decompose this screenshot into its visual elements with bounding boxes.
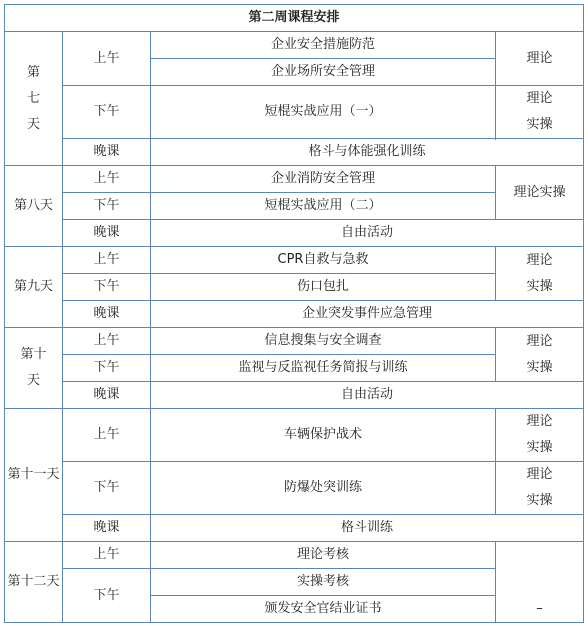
day-10-pm-label: 下午 — [63, 355, 151, 382]
day-7-pm-course: 短棍实战应用（一） — [151, 86, 496, 139]
day-9-pm-course: 伤口包扎 — [151, 274, 496, 301]
day-11-pm-type-practice: 实操 — [526, 493, 553, 508]
day-7-cell — [5, 32, 63, 166]
day-7-am-type: 理论 — [496, 32, 584, 86]
day-10-am-label: 上午 — [63, 328, 151, 355]
day-12-cell: 第十二天 — [5, 542, 63, 623]
day-7-line-1: 第 — [26, 64, 40, 80]
day-9-am-label: 上午 — [63, 247, 151, 274]
day-12-pm-label: 下午 — [63, 569, 151, 623]
day-8-am-label: 上午 — [63, 166, 151, 193]
schedule-table — [4, 4, 584, 623]
day-7-pm-type-theory: 理论 — [526, 91, 553, 106]
day-9-eve-label: 晚课 — [63, 301, 151, 328]
day-9-type-theory: 理论 — [526, 252, 553, 268]
day-7-am-course-2: 企业场所安全管理 — [151, 59, 496, 86]
day-7-am-label: 上午 — [63, 32, 151, 86]
day-12-am-course: 理论考核 — [151, 542, 496, 569]
day-8-pm-label: 下午 — [63, 193, 151, 220]
day-12-am-label: 上午 — [63, 542, 151, 569]
day-10-eve-label: 晚课 — [63, 382, 151, 409]
day-8-type: 理论实操 — [496, 166, 584, 220]
day-10-pm-course: 监视与反监视任务简报与训练 — [151, 355, 496, 382]
day-7-line-2: 七 — [26, 90, 40, 106]
table-title: 第二周课程安排 — [5, 5, 584, 32]
day-7-pm-type-practice: 实操 — [526, 117, 553, 132]
day-8-pm-course: 短棍实战应用（二） — [151, 193, 496, 220]
day-7-pm-type — [496, 86, 584, 139]
day-11-am-label: 上午 — [63, 409, 151, 462]
day-12-type: – — [496, 542, 584, 623]
day-11-cell: 第十一天 — [5, 409, 63, 542]
day-7-line-3: 天 — [26, 116, 40, 132]
day-7-am-course-1: 企业安全措施防范 — [151, 32, 496, 59]
day-9-pm-label: 下午 — [63, 274, 151, 301]
day-11-am-type-theory: 理论 — [526, 414, 553, 429]
day-9-eve-course: 企业突发事件应急管理 — [151, 301, 584, 328]
day-11-pm-type — [496, 462, 584, 515]
day-10-line-2: 天 — [26, 373, 40, 388]
day-10-type-theory: 理论 — [526, 333, 553, 349]
day-10-type — [496, 328, 584, 382]
day-9-cell: 第九天 — [5, 247, 63, 328]
day-10-type-practice: 实操 — [526, 359, 553, 375]
day-11-eve-label: 晚课 — [63, 515, 151, 542]
day-8-eve-course: 自由活动 — [151, 220, 584, 247]
day-11-pm-course: 防爆处突训练 — [151, 462, 496, 515]
day-9-type-practice: 实操 — [526, 278, 553, 294]
day-11-am-course: 车辆保护战术 — [151, 409, 496, 462]
day-12-pm-course-1: 实操考核 — [151, 569, 496, 596]
day-8-am-course: 企业消防安全管理 — [151, 166, 496, 193]
day-10-line-1: 第十 — [20, 347, 47, 362]
day-7-pm-label: 下午 — [63, 86, 151, 139]
day-7-eve-course: 格斗与体能强化训练 — [151, 139, 584, 166]
day-8-cell: 第八天 — [5, 166, 63, 247]
day-12-pm-course-2: 颁发安全官结业证书 — [151, 596, 496, 623]
day-10-eve-course: 自由活动 — [151, 382, 584, 409]
day-11-am-type — [496, 409, 584, 462]
day-11-pm-type-theory: 理论 — [526, 467, 553, 482]
day-10-am-course: 信息搜集与安全调查 — [151, 328, 496, 355]
day-9-am-course: CPR自救与急救 — [151, 247, 496, 274]
day-10-cell — [5, 328, 63, 409]
day-11-eve-course: 格斗训练 — [151, 515, 584, 542]
day-11-pm-label: 下午 — [63, 462, 151, 515]
day-11-am-type-practice: 实操 — [526, 440, 553, 455]
day-7-eve-label: 晚课 — [63, 139, 151, 166]
day-9-type — [496, 247, 584, 301]
day-8-eve-label: 晚课 — [63, 220, 151, 247]
